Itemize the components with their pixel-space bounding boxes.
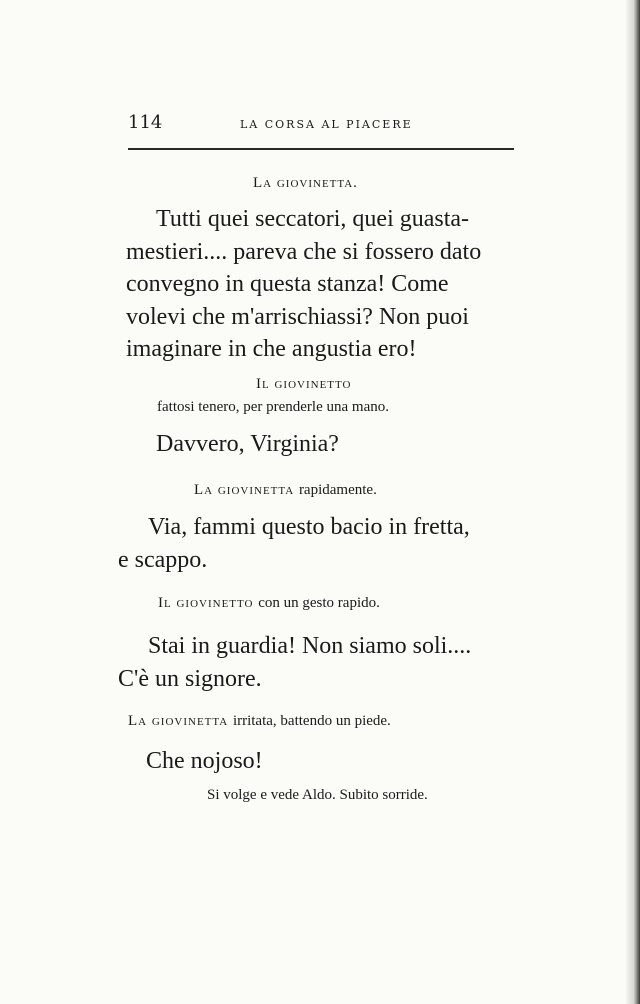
header-rule — [128, 148, 514, 150]
speaker-heading — [253, 175, 358, 192]
speaker-heading — [194, 482, 377, 499]
speech-line: Tutti quei seccatori, quei guasta- — [156, 206, 470, 232]
speaker-name: Il giovinetto — [256, 376, 352, 392]
speaker-name: La giovinetta. — [253, 175, 358, 191]
stage-direction — [157, 399, 389, 416]
speech-line: Che nojoso! — [146, 748, 263, 774]
speech-line: mestieri.... pareva che si fossero dato — [126, 238, 482, 265]
speech-line: Via, fammi questo bacio in fretta, — [148, 514, 470, 540]
speech-line: e scappo. — [118, 546, 208, 573]
speech-line: volevi che m'arrischiassi? Non puoi — [126, 303, 469, 330]
direction-text: irritata, battendo un piede. — [232, 713, 391, 729]
direction-text: fattosi tenero, per prenderle una mano. — [157, 399, 389, 415]
direction-text: con un gesto rapido. — [258, 595, 380, 611]
speaker-heading — [128, 713, 391, 730]
page-number: 114 — [128, 112, 163, 133]
page-edge-shadow — [626, 0, 640, 1004]
speech-block — [116, 745, 508, 778]
speech-block — [126, 203, 512, 366]
speaker-name: Il giovinetto — [158, 595, 254, 611]
speaker-name: La giovinetta — [128, 713, 229, 729]
speech-line: C'è un signore. — [118, 665, 262, 692]
running-title: LA CORSA AL PIACERE — [240, 118, 413, 131]
speaker-heading — [256, 376, 351, 393]
page-header — [128, 112, 514, 136]
speech-block — [118, 630, 510, 695]
speech-line: convegno in questa stanza! Come — [126, 271, 449, 297]
speaker-heading — [158, 595, 380, 612]
speech-line: imaginare in che angustia ero! — [126, 336, 417, 362]
speech-block — [118, 511, 510, 576]
stage-direction — [207, 787, 428, 804]
speech-block — [126, 428, 512, 461]
speech-line: Stai in guardia! Non siamo soli.... — [148, 633, 472, 659]
direction-text: Si volge e vede Aldo. Subito sorride. — [207, 787, 428, 803]
speaker-name: La giovinetta — [194, 482, 295, 498]
speech-line: Davvero, Virginia? — [156, 431, 339, 457]
direction-text: rapidamente. — [298, 482, 377, 498]
